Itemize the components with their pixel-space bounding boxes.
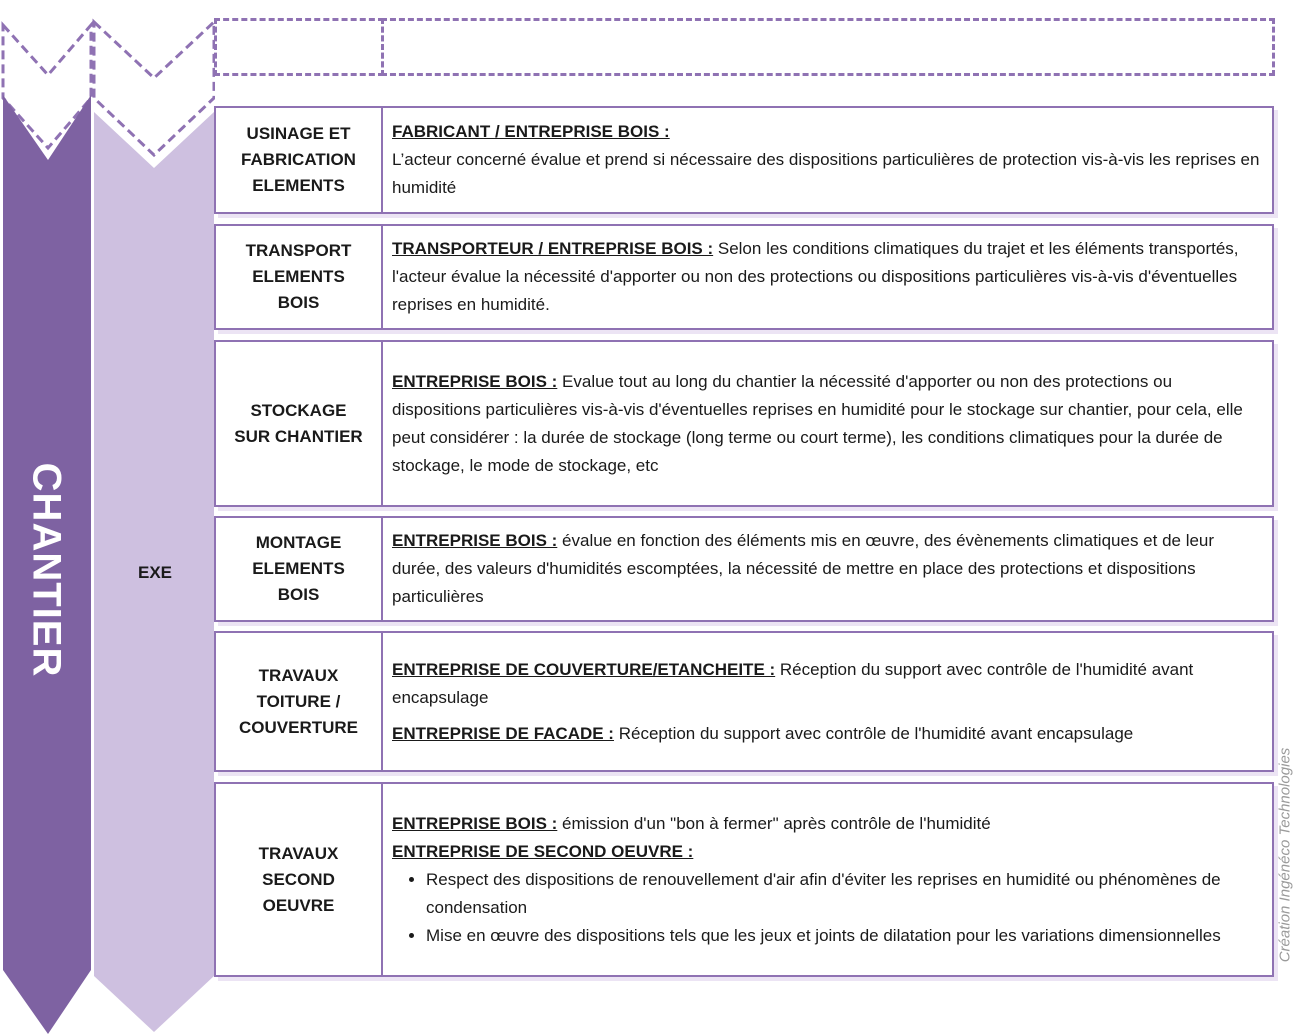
description-paragraph xyxy=(392,146,1264,202)
activity-row xyxy=(214,631,1274,772)
actor-name: TRANSPORTEUR / ENTREPRISE BOIS : xyxy=(392,239,714,258)
description-paragraph xyxy=(392,118,1264,146)
header-placeholder-left xyxy=(214,18,384,76)
description-text: Réception du support avec contrôle de l'humidité avant encapsulage xyxy=(392,659,1194,707)
activity-title: TRAVAUX TOITURE / COUVERTURE xyxy=(216,633,383,770)
description-paragraph xyxy=(392,235,1264,319)
bullet-item: • Mise en œuvre des dispositions tels que les jeux et joints de dilatation pour les variations dimensionnelles xyxy=(426,922,1264,950)
activity-description xyxy=(383,633,1272,770)
description-text: évalue en fonction des éléments mis en œuvre, des évènements climatiques et de leur durée, des valeurs d'humidités escomptées, la nécessité de mettre en place des protections et dispositions particulières xyxy=(392,531,1215,606)
activity-row xyxy=(214,516,1274,622)
subphase-label: EXE xyxy=(137,563,173,582)
activity-title: TRANSPORT ELEMENTS BOIS xyxy=(216,226,383,328)
activity-description xyxy=(383,226,1272,328)
activity-description xyxy=(383,518,1272,620)
activity-row xyxy=(214,782,1274,977)
description-text: Selon les conditions climatiques du trajet et les éléments transportés, l'acteur évalue la nécessité d'apporter ou non des protections ou dispositions particulières vis-à-vis d'éventuelles reprises en humidité. xyxy=(392,239,1239,314)
activity-title: MONTAGE ELEMENTS BOIS xyxy=(216,518,383,620)
activity-description xyxy=(383,342,1272,505)
activity-title: TRAVAUX SECOND OEUVRE xyxy=(216,784,383,975)
activity-row xyxy=(214,106,1274,214)
description-text: L’acteur concerné évalue et prend si nécessaire des dispositions particulières de protection vis-à-vis les reprises en humidité xyxy=(392,150,1260,197)
description-paragraph xyxy=(392,838,1264,866)
activity-row xyxy=(214,340,1274,507)
actor-name: ENTREPRISE BOIS : xyxy=(392,371,558,391)
actor-name: ENTREPRISE DE SECOND OEUVRE : xyxy=(392,841,694,861)
description-text: émission d'un "bon à fermer" après contrôle de l'humidité xyxy=(557,813,991,833)
credit-text: Création Ingénéco Technologies xyxy=(1276,747,1294,963)
actor-name: FABRICANT / ENTREPRISE BOIS : xyxy=(392,122,670,141)
bullet-list xyxy=(392,866,1264,950)
description-paragraph xyxy=(392,720,1264,748)
actor-name: ENTREPRISE DE COUVERTURE/ETANCHEITE : xyxy=(392,659,776,679)
header-placeholder-right xyxy=(381,18,1275,76)
description-paragraph xyxy=(392,368,1264,480)
bullet-item: • Respect des dispositions de renouvellement d'air afin d'éviter les reprises en humidité ou phénomènes de condensation xyxy=(426,866,1264,922)
actor-name: ENTREPRISE BOIS : xyxy=(392,813,558,833)
activity-row xyxy=(214,224,1274,330)
description-paragraph xyxy=(392,810,1264,838)
description-text: Evalue tout au long du chantier la nécessité d'apporter ou non des protections ou dispositions particulières vis-à-vis d'éventuelles reprises en humidité pour le stockage sur chantier, pour cela, elle peut considérer : la durée de stockage (long terme ou court terme), les conditions climatiques pour la durée de stockage, le mode de stockage, etc xyxy=(392,371,1243,475)
activity-title: STOCKAGE SUR CHANTIER xyxy=(216,342,383,505)
activity-title: USINAGE ET FABRICATION ELEMENTS xyxy=(216,108,383,212)
activity-description xyxy=(383,784,1272,975)
description-paragraph xyxy=(392,527,1264,611)
phase-label: CHANTIER xyxy=(24,462,69,678)
description-text: Réception du support avec contrôle de l'humidité avant encapsulage xyxy=(613,723,1134,743)
description-paragraph xyxy=(392,656,1264,712)
actor-name: ENTREPRISE DE FACADE : xyxy=(392,723,614,743)
actor-name: ENTREPRISE BOIS : xyxy=(392,531,558,550)
activity-description xyxy=(383,108,1272,212)
